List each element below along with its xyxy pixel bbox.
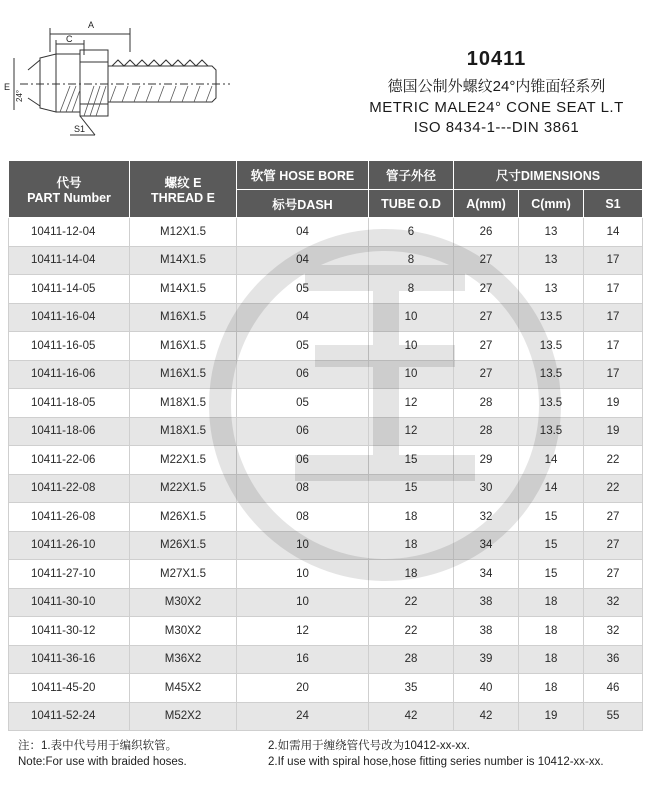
cell-a: 29 — [454, 446, 519, 475]
col-header-hose-bore: 软管 HOSE BORE — [237, 161, 369, 190]
cell-dash: 08 — [237, 503, 369, 532]
cell-a: 27 — [454, 275, 519, 304]
cell-thread: M52X2 — [130, 702, 237, 731]
cell-s1: 27 — [584, 531, 643, 560]
cell-c: 13 — [519, 246, 584, 275]
cell-thread: M30X2 — [130, 617, 237, 646]
cell-thread: M30X2 — [130, 588, 237, 617]
cell-part-number: 10411-14-05 — [9, 275, 130, 304]
cell-dash: 05 — [237, 275, 369, 304]
cell-c: 18 — [519, 674, 584, 703]
cell-c: 15 — [519, 531, 584, 560]
col-header-dash: 标号DASH — [237, 190, 369, 218]
note-right: 2.如需用于缠绕管代号改为10412-xx-xx. 2.If use with spiral hose,hose fitting series number is 10412-xx-xx. — [268, 740, 604, 768]
table-row — [9, 275, 643, 304]
cell-a: 34 — [454, 531, 519, 560]
dim-label-c: C — [66, 34, 73, 44]
cell-s1: 17 — [584, 303, 643, 332]
cell-tube-od: 42 — [369, 702, 454, 731]
col-header-c: C(mm) — [519, 190, 584, 218]
cell-c: 15 — [519, 503, 584, 532]
cell-dash: 06 — [237, 360, 369, 389]
cell-dash: 20 — [237, 674, 369, 703]
cell-a: 27 — [454, 303, 519, 332]
cell-tube-od: 18 — [369, 503, 454, 532]
cell-tube-od: 10 — [369, 360, 454, 389]
cell-tube-od: 15 — [369, 474, 454, 503]
cell-a: 27 — [454, 246, 519, 275]
cell-c: 13.5 — [519, 417, 584, 446]
cell-tube-od: 15 — [369, 446, 454, 475]
note-left: 注：1.表中代号用于编织软管。 Note:For use with braided hoses. — [18, 740, 187, 768]
cell-part-number: 10411-16-06 — [9, 360, 130, 389]
table-row — [9, 360, 643, 389]
cell-a: 38 — [454, 617, 519, 646]
col-header-part-number: 代号 PART Number — [9, 161, 130, 218]
dim-label-s1: S1 — [74, 124, 86, 134]
cell-part-number: 10411-18-05 — [9, 389, 130, 418]
cell-c: 18 — [519, 645, 584, 674]
cell-tube-od: 10 — [369, 332, 454, 361]
dim-label-a: A — [88, 20, 95, 30]
table-row — [9, 617, 643, 646]
dim-label-e: E — [4, 82, 11, 92]
cell-dash: 04 — [237, 303, 369, 332]
table-row — [9, 674, 643, 703]
cell-dash: 10 — [237, 531, 369, 560]
table-row — [9, 246, 643, 275]
cell-a: 30 — [454, 474, 519, 503]
cell-s1: 19 — [584, 417, 643, 446]
cell-tube-od: 22 — [369, 617, 454, 646]
col-header-s1: S1 — [584, 190, 643, 218]
table-row — [9, 531, 643, 560]
cell-s1: 36 — [584, 645, 643, 674]
cell-thread: M16X1.5 — [130, 360, 237, 389]
cell-c: 19 — [519, 702, 584, 731]
table-row — [9, 417, 643, 446]
cell-dash: 05 — [237, 389, 369, 418]
col-header-dimensions: 尺寸DIMENSIONS — [454, 161, 643, 190]
cell-thread: M22X1.5 — [130, 446, 237, 475]
col-header-a: A(mm) — [454, 190, 519, 218]
cell-tube-od: 22 — [369, 588, 454, 617]
cell-s1: 46 — [584, 674, 643, 703]
cell-c: 14 — [519, 446, 584, 475]
cell-s1: 27 — [584, 560, 643, 589]
dimensions-table — [8, 160, 643, 731]
cell-part-number: 10411-36-16 — [9, 645, 130, 674]
cell-s1: 32 — [584, 617, 643, 646]
cell-c: 18 — [519, 617, 584, 646]
cell-part-number: 10411-22-06 — [9, 446, 130, 475]
title-chinese: 德国公制外螺纹24°内锥面轻系列 — [387, 78, 606, 95]
cell-a: 28 — [454, 389, 519, 418]
cell-part-number: 10411-30-10 — [9, 588, 130, 617]
cell-c: 14 — [519, 474, 584, 503]
cell-tube-od: 6 — [369, 218, 454, 247]
cell-a: 26 — [454, 218, 519, 247]
cell-s1: 55 — [584, 702, 643, 731]
cell-dash: 05 — [237, 332, 369, 361]
table-row — [9, 303, 643, 332]
col-header-thread: 螺纹 E THREAD E — [130, 161, 237, 218]
cell-s1: 22 — [584, 474, 643, 503]
cell-dash: 12 — [237, 617, 369, 646]
cell-thread: M16X1.5 — [130, 332, 237, 361]
cell-tube-od: 35 — [369, 674, 454, 703]
cell-s1: 22 — [584, 446, 643, 475]
cell-dash: 08 — [237, 474, 369, 503]
cell-s1: 14 — [584, 218, 643, 247]
cell-thread: M45X2 — [130, 674, 237, 703]
cell-s1: 17 — [584, 275, 643, 304]
cell-dash: 04 — [237, 218, 369, 247]
cell-s1: 32 — [584, 588, 643, 617]
cell-a: 27 — [454, 332, 519, 361]
cell-dash: 16 — [237, 645, 369, 674]
cell-c: 13 — [519, 218, 584, 247]
cell-thread: M14X1.5 — [130, 246, 237, 275]
cell-c: 13.5 — [519, 360, 584, 389]
cell-part-number: 10411-27-10 — [9, 560, 130, 589]
cell-dash: 10 — [237, 588, 369, 617]
cell-a: 39 — [454, 645, 519, 674]
cell-c: 15 — [519, 560, 584, 589]
cell-tube-od: 12 — [369, 417, 454, 446]
cell-tube-od: 8 — [369, 275, 454, 304]
cell-tube-od: 28 — [369, 645, 454, 674]
col-header-tube-od: TUBE O.D — [369, 190, 454, 218]
cell-s1: 19 — [584, 389, 643, 418]
cell-tube-od: 18 — [369, 560, 454, 589]
cell-dash: 04 — [237, 246, 369, 275]
cell-c: 18 — [519, 588, 584, 617]
cell-thread: M36X2 — [130, 645, 237, 674]
cell-dash: 24 — [237, 702, 369, 731]
cell-a: 40 — [454, 674, 519, 703]
cell-s1: 17 — [584, 332, 643, 361]
cell-part-number: 10411-18-06 — [9, 417, 130, 446]
table-row — [9, 560, 643, 589]
title-block — [340, 48, 653, 136]
cell-a: 27 — [454, 360, 519, 389]
cell-thread: M12X1.5 — [130, 218, 237, 247]
cell-thread: M26X1.5 — [130, 503, 237, 532]
table-row — [9, 332, 643, 361]
fitting-drawing — [0, 10, 240, 145]
cell-part-number: 10411-22-08 — [9, 474, 130, 503]
cell-s1: 27 — [584, 503, 643, 532]
cell-part-number: 10411-16-05 — [9, 332, 130, 361]
cell-thread: M14X1.5 — [130, 275, 237, 304]
cell-dash: 06 — [237, 446, 369, 475]
cell-tube-od: 18 — [369, 531, 454, 560]
cell-dash: 10 — [237, 560, 369, 589]
cell-thread: M26X1.5 — [130, 531, 237, 560]
cell-part-number: 10411-26-08 — [9, 503, 130, 532]
cell-part-number: 10411-12-04 — [9, 218, 130, 247]
table-row — [9, 503, 643, 532]
cell-c: 13 — [519, 275, 584, 304]
dim-label-angle: 24° — [15, 89, 24, 102]
cell-part-number: 10411-16-04 — [9, 303, 130, 332]
cell-part-number: 10411-14-04 — [9, 246, 130, 275]
cell-thread: M18X1.5 — [130, 389, 237, 418]
cell-dash: 06 — [237, 417, 369, 446]
table-row — [9, 702, 643, 731]
cell-c: 13.5 — [519, 303, 584, 332]
cell-a: 42 — [454, 702, 519, 731]
table-row — [9, 645, 643, 674]
cell-a: 28 — [454, 417, 519, 446]
cell-s1: 17 — [584, 360, 643, 389]
cell-part-number: 10411-45-20 — [9, 674, 130, 703]
cell-tube-od: 12 — [369, 389, 454, 418]
cell-a: 34 — [454, 560, 519, 589]
title-english: METRIC MALE24° CONE SEAT L.T — [369, 99, 624, 116]
table-row — [9, 218, 643, 247]
cell-tube-od: 10 — [369, 303, 454, 332]
table-row — [9, 588, 643, 617]
cell-thread: M27X1.5 — [130, 560, 237, 589]
series-code: 10411 — [466, 48, 527, 70]
cell-thread: M16X1.5 — [130, 303, 237, 332]
col-header-tube-cn: 管子外径 — [369, 161, 454, 190]
cell-s1: 17 — [584, 246, 643, 275]
cell-part-number: 10411-52-24 — [9, 702, 130, 731]
cell-c: 13.5 — [519, 332, 584, 361]
cell-a: 32 — [454, 503, 519, 532]
cell-thread: M18X1.5 — [130, 417, 237, 446]
cell-part-number: 10411-26-10 — [9, 531, 130, 560]
table-row — [9, 446, 643, 475]
cell-a: 38 — [454, 588, 519, 617]
cell-part-number: 10411-30-12 — [9, 617, 130, 646]
cell-tube-od: 8 — [369, 246, 454, 275]
cell-c: 13.5 — [519, 389, 584, 418]
standard-reference: ISO 8434-1---DIN 3861 — [413, 119, 580, 136]
table-row — [9, 474, 643, 503]
table-row — [9, 389, 643, 418]
cell-thread: M22X1.5 — [130, 474, 237, 503]
